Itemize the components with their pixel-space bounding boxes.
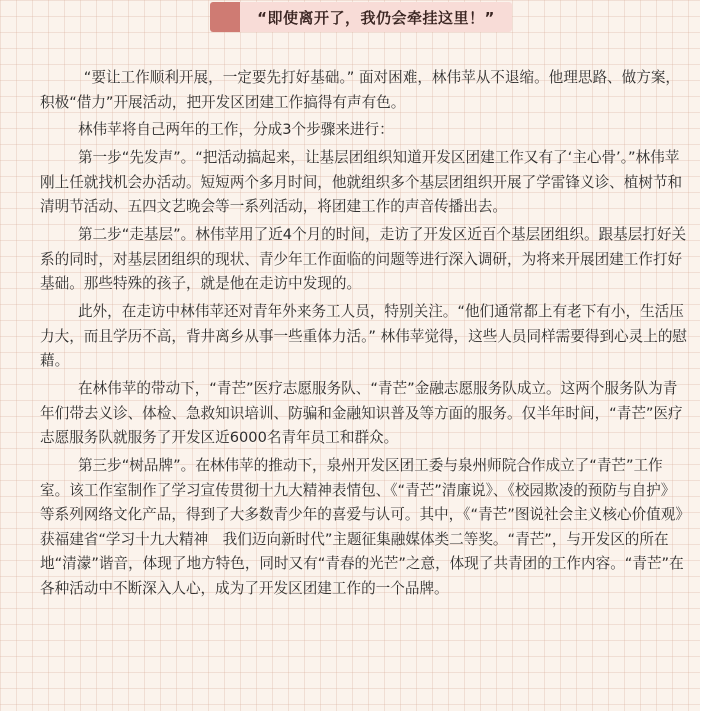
paragraph-steps-overview: 林伟苹将自己两年的工作，分成3个步骤来进行：: [77, 121, 394, 139]
paragraph-migrant-workers: 此外，在走访中林伟苹还对青年外来务工人员，特别关注。“他们通常都上有老下有小，生活压力大，而且学历不高，背井离乡从事一些重体力活。” 林伟苹觉得，这些人员同样需要得到心灵上的慰藉。: [40, 303, 688, 370]
paragraph-step-two: 第二步“走基层”。林伟苹用了近4个月的时间，走访了开发区近百个基层团组织。跟基层打好关系的同时，对基层团组织的现状、青少年工作面临的问题等进行深入调研，为将来开展团建工作打好基础。那些特殊的孩子，就是他在走访中发现的。: [40, 226, 687, 293]
paragraph-volunteer-teams: 在林伟苹的带动下，“青芒”医疗志愿服务队、“青芒”金融志愿服务队成立。这两个服务队为青年们带去义诊、体检、急救知识培训、防骗和金融知识普及等方面的服务。仅半年时间，“青芒”医疗志愿服务队就服务了开发区近6000名青年员工和群众。: [40, 380, 683, 447]
heading-title: “即使离开了，我仍会牵挂这里！”: [240, 2, 512, 32]
paragraph-intro: “要让工作顺利开展，一定要先打好基础。” 面对困难，林伟苹从不退缩。他理思路、做方案，积极“借力”开展活动，把开发区团建工作搞得有声有色。: [40, 69, 681, 111]
article-body: [40, 66, 688, 605]
right-margin-strip: [700, 0, 720, 711]
heading-accent-block: [210, 2, 240, 32]
article-heading: [210, 2, 512, 32]
paragraph-step-three: 第三步“树品牌”。在林伟苹的推动下，泉州开发区团工委与泉州师院合作成立了“青芒”工作室。该工作室制作了学习宣传贯彻十九大精神表情包、《“青芒”清廉说》、《校园欺凌的预防与自护》等系列网络文化产品，得到了大多数青少年的喜爱与认可。其中，《“青芒”图说社会主义核心价值观》获福建省“学习十九大精神 我们迈向新时代”主题征集融媒体类二等奖。“青芒”，与开发区的所在地“清濛”谐音，体现了地方特色，同时又有“青春的光芒”之意，体现了共青团的工作内容。“青芒”在各种活动中不断深入人心，成为了开发区团建工作的一个品牌。: [40, 457, 684, 597]
paragraph-step-one: 第一步“先发声”。“把活动搞起来，让基层团组织知道开发区团建工作又有了‘主心骨’。”林伟苹刚上任就找机会办活动。短短两个多月时间，他就组织多个基层团组织开展了学雷锋义诊、植树节和清明节活动、五四文艺晚会等一系列活动，将团建工作的声音传播出去。: [40, 149, 683, 216]
